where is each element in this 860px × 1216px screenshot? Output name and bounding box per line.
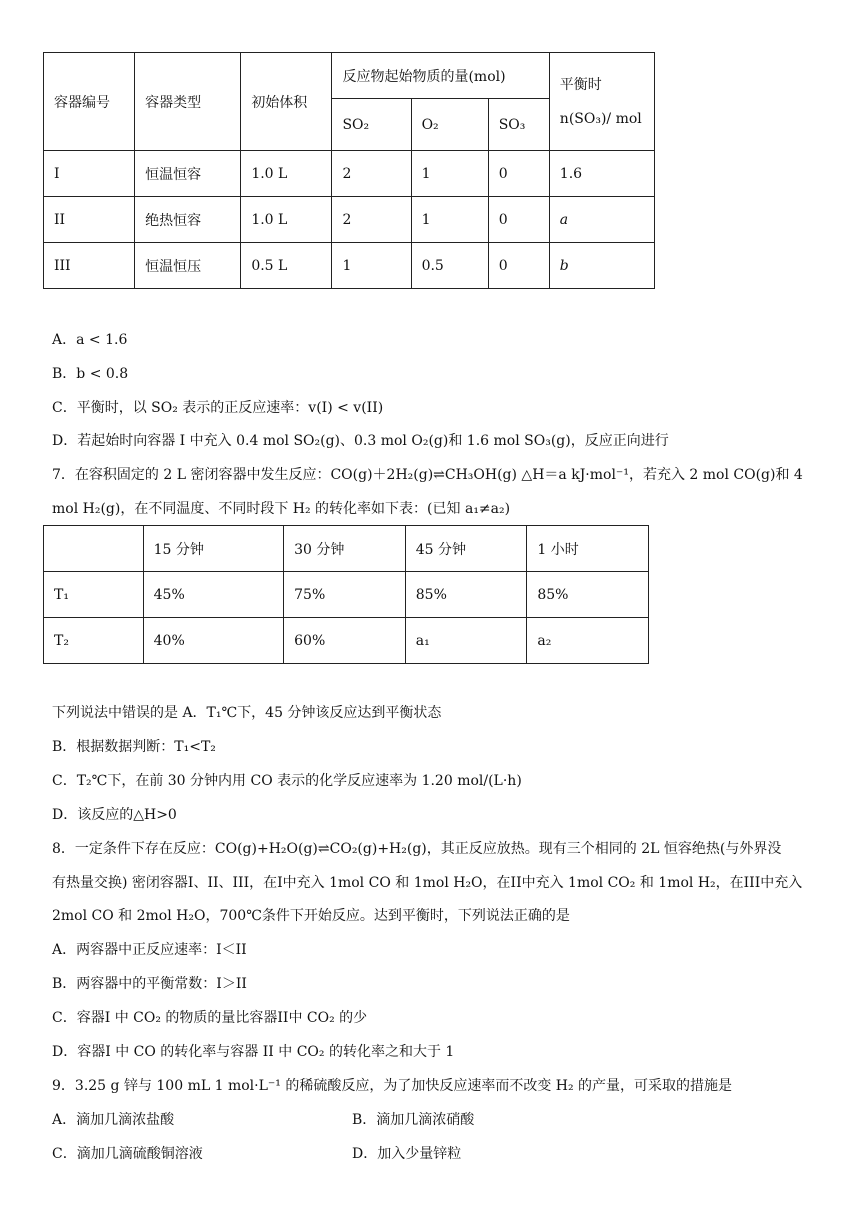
table-cell: 30 分钟 (284, 526, 406, 572)
header-o2: O₂ (411, 99, 488, 151)
table-row (44, 618, 649, 664)
table-cell: 0.5 L (241, 243, 332, 289)
table-cell: T₁ (44, 572, 144, 618)
header-equilibrium-line1: 平衡时 (559, 76, 602, 93)
q9-option-b: B．滴加几滴浓硝酸 (352, 1112, 475, 1128)
table-cell: 15 分钟 (143, 526, 284, 572)
header-reactant-amount: 反应物起始物质的量(mol) (332, 53, 549, 99)
table-cell: 2 (332, 151, 411, 197)
table-cell: 恒温恒容 (135, 151, 241, 197)
table-row (44, 151, 655, 197)
header-container-type: 容器类型 (135, 53, 241, 151)
table-cell: 1.0 L (241, 197, 332, 243)
q7-stem-line2: mol H₂(g)，在不同温度、不同时段下 H₂ 的转化率如下表：(已知 a₁≠a₂) (52, 501, 511, 517)
table-row (44, 197, 655, 243)
q9-option-d: D．加入少量锌粒 (352, 1146, 462, 1162)
table-cell: II (44, 197, 135, 243)
table-cell (44, 526, 144, 572)
header-equilibrium (549, 53, 654, 151)
q8-option-d: D．容器I 中 CO 的转化率与容器 II 中 CO₂ 的转化率之和大于 1 (52, 1044, 455, 1060)
q9-option-c: C．滴加几滴硫酸铜溶液 (52, 1146, 203, 1162)
table-cell: III (44, 243, 135, 289)
q8-option-c: C．容器I 中 CO₂ 的物质的量比容器II中 CO₂ 的少 (52, 1010, 368, 1026)
q8-option-a: A．两容器中正反应速率：I＜II (52, 942, 247, 958)
table-cell: 60% (284, 618, 406, 664)
table-cell: 1 小时 (527, 526, 649, 572)
table-cell: 1 (411, 151, 488, 197)
q8-option-b: B．两容器中的平衡常数：I＞II (52, 976, 247, 992)
q9-option-a: A．滴加几滴浓盐酸 (52, 1112, 175, 1128)
table-cell: 1.0 L (241, 151, 332, 197)
header-container-no: 容器编号 (44, 53, 135, 151)
table-cell: 1 (411, 197, 488, 243)
header-so3: SO₃ (488, 99, 549, 151)
table-row (44, 572, 649, 618)
table-cell: 2 (332, 197, 411, 243)
table-cell: T₂ (44, 618, 144, 664)
table-cell: b (549, 243, 654, 289)
header-initial-volume: 初始体积 (241, 53, 332, 151)
table-header-row (44, 526, 649, 572)
table-cell: a₂ (527, 618, 649, 664)
table-cell: 0 (488, 243, 549, 289)
table-cell: a₁ (405, 618, 527, 664)
table-cell: 0 (488, 151, 549, 197)
table-cell: a (549, 197, 654, 243)
q6-option-b: B．b < 0.8 (52, 366, 129, 382)
table-header-row (44, 53, 655, 99)
q8-stem-line1: 8．一定条件下存在反应：CO(g)+H₂O(g)⇌CO₂(g)+H₂(g)，其正反应放热。现有三个相同的 2L 恒容绝热(与外界没 (52, 841, 782, 857)
q7-option-b: B．根据数据判断：T₁<T₂ (52, 739, 216, 755)
table-cell: 75% (284, 572, 406, 618)
table-cell: I (44, 151, 135, 197)
table-cell: 恒温恒压 (135, 243, 241, 289)
header-so2: SO₂ (332, 99, 411, 151)
table-cell: 0.5 (411, 243, 488, 289)
table-cell: 绝热恒容 (135, 197, 241, 243)
q6-option-d: D．若起始时向容器 I 中充入 0.4 mol SO₂(g)、0.3 mol O₂(g)和 1.6 mol SO₃(g)，反应正向进行 (52, 433, 669, 449)
table-cell: 45% (143, 572, 284, 618)
table-cell: 1.6 (549, 151, 654, 197)
table-row (44, 243, 655, 289)
header-equilibrium-line2: n(SO₃)/ mol (559, 110, 642, 127)
table-h2-conversion (43, 525, 649, 664)
q9-stem: 9．3.25 g 锌与 100 mL 1 mol·L⁻¹ 的稀硫酸反应，为了加快反应速率而不改变 H₂ 的产量，可采取的措施是 (52, 1078, 733, 1094)
q6-option-a: A．a < 1.6 (52, 332, 128, 348)
table-cell: 85% (527, 572, 649, 618)
table-cell: 85% (405, 572, 527, 618)
q7-option-d: D．该反应的△H>0 (52, 807, 177, 823)
table-cell: 0 (488, 197, 549, 243)
q8-stem-line2: 有热量交换) 密闭容器I、II、III，在I中充入 1mol CO 和 1mol H₂O，在II中充入 1mol CO₂ 和 1mol H₂，在III中充入 (52, 875, 803, 891)
table-cell: 1 (332, 243, 411, 289)
q7-lead-option-a: 下列说法中错误的是 A．T₁℃下，45 分钟该反应达到平衡状态 (52, 705, 442, 721)
table-cell: 45 分钟 (405, 526, 527, 572)
q8-stem-line3: 2mol CO 和 2mol H₂O，700℃条件下开始反应。达到平衡时，下列说法正确的是 (52, 908, 570, 924)
q7-option-c: C．T₂℃下，在前 30 分钟内用 CO 表示的化学反应速率为 1.20 mol/(L·h) (52, 773, 522, 789)
table-cell: 40% (143, 618, 284, 664)
q7-stem-line1: 7．在容积固定的 2 L 密闭容器中发生反应：CO(g)＋2H₂(g)⇌CH₃OH(g) △H＝a kJ·mol⁻¹，若充入 2 mol CO(g)和 4 (52, 467, 803, 483)
table-equilibrium-containers (43, 52, 655, 289)
q6-option-c: C．平衡时，以 SO₂ 表示的正反应速率：v(I) < v(II) (52, 400, 384, 416)
